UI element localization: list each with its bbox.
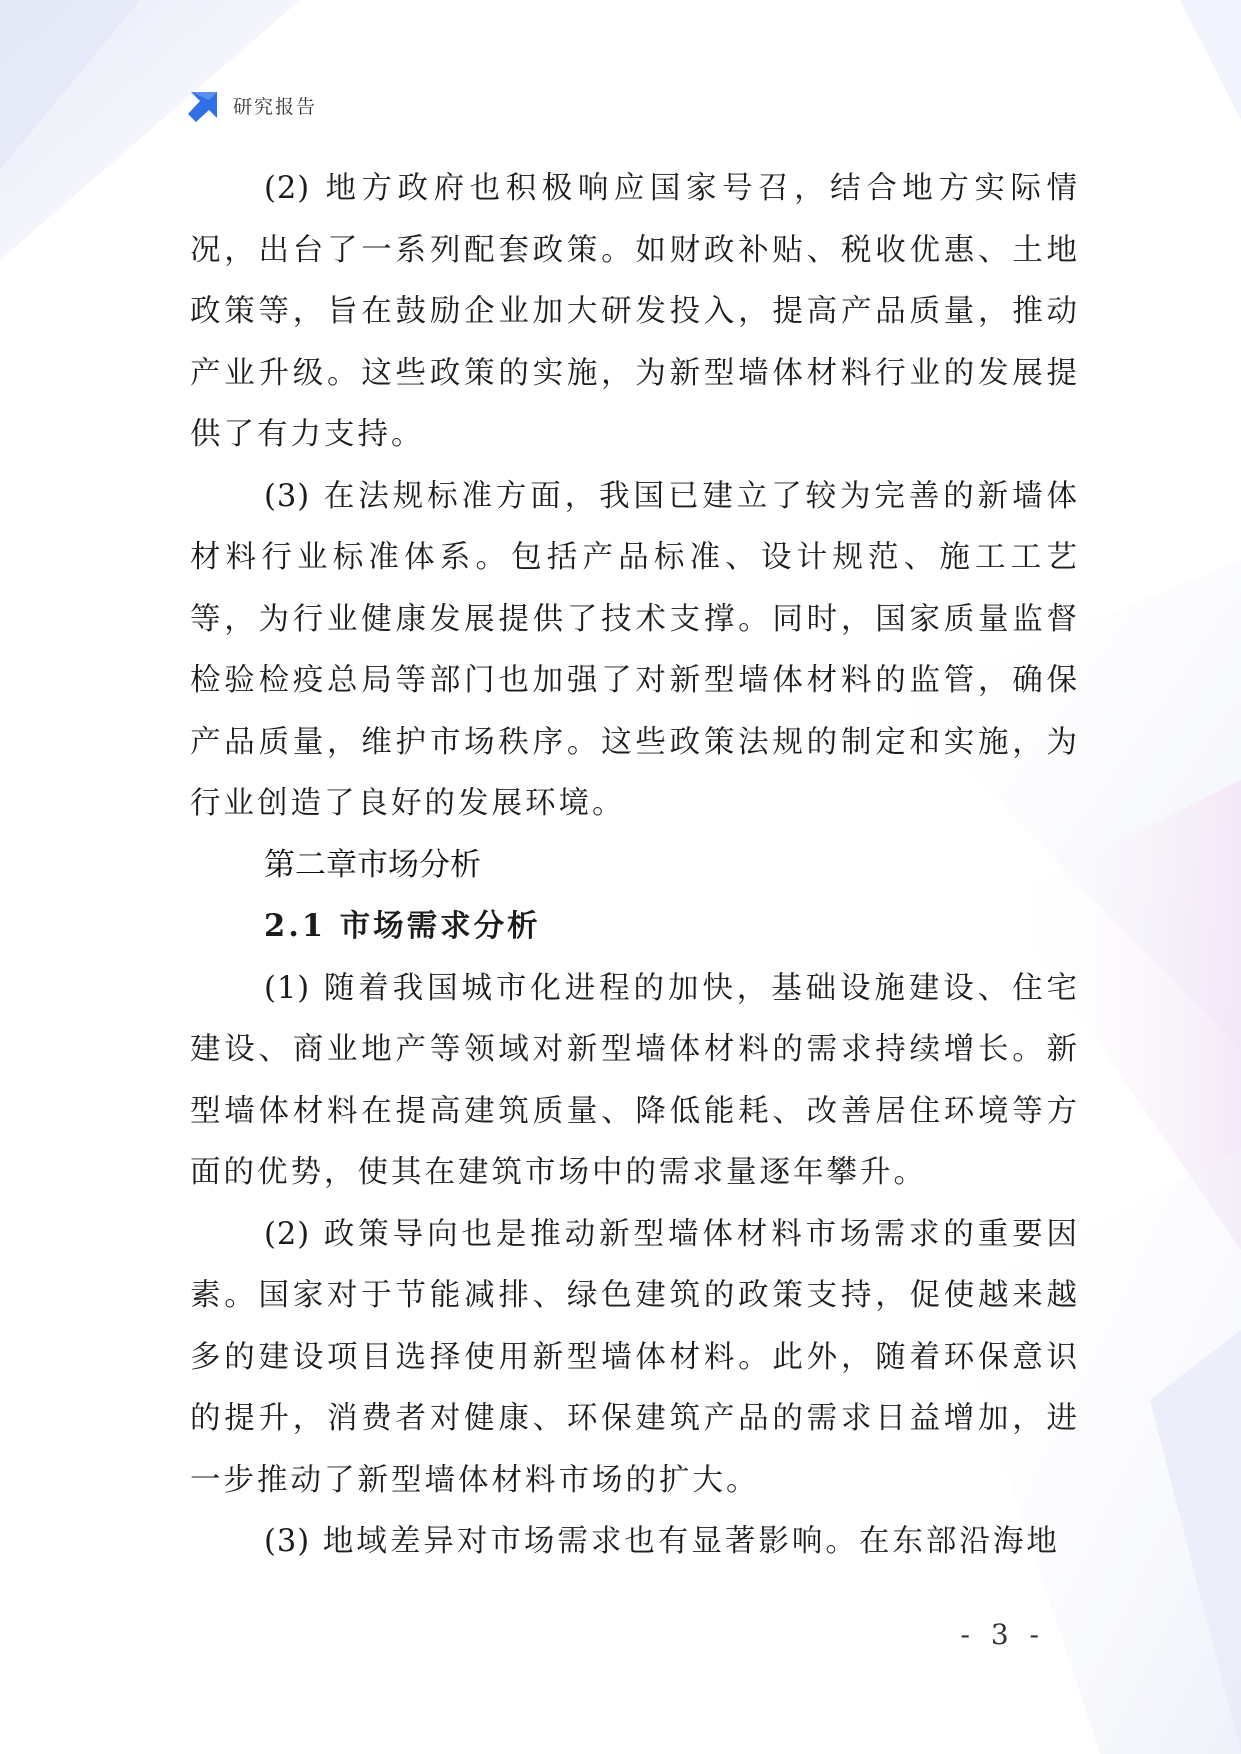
- chapter-title: 第二章市场分析: [264, 846, 481, 883]
- paragraph-text: 地方政府也积极响应国家号召，结合地方实际情况，出台了一系列配套政策。如财政补贴、税收优惠、土地政策等，旨在鼓励企业加大研发投入，提高产品质量，推动产业升级。这些政策的实施，为新型墙体材料行业的发展提供了有力支持。: [190, 171, 1080, 452]
- paragraph-text: 政策导向也是推动新型墙体材料市场需求的重要因素。国家对于节能减排、绿色建筑的政策支持，促使越来越多的建设项目选择使用新型墙体材料。此外，随着环保意识的提升，消费者对健康、环保建筑产品的需求日益增加，进一步推动了新型墙体材料市场的扩大。: [190, 1216, 1080, 1498]
- page-number: - 3 -: [960, 1618, 1045, 1651]
- item-number: (2): [264, 171, 311, 206]
- document-body: [190, 158, 1080, 1573]
- paragraph-text: 在法规标准方面，我国已建立了较为完善的新墙体材料行业标准体系。包括产品标准、设计规范、施工工艺等，为行业健康发展提供了技术支撑。同时，国家质量监督检验检疫总局等部门也加强了对新型墙体材料的监管，确保产品质量，维护市场秩序。这些政策法规的制定和实施，为行业创造了良好的发展环境。: [190, 478, 1080, 821]
- paragraph: [190, 1511, 1080, 1573]
- paragraph: [190, 158, 1080, 466]
- paragraph: [190, 466, 1080, 835]
- item-number: (1): [264, 970, 311, 1006]
- paragraph: [190, 1204, 1080, 1512]
- arrow-up-right-logo-icon: [187, 88, 221, 122]
- item-number: (3): [264, 1524, 311, 1559]
- paragraph-text: 随着我国城市化进程的加快，基础设施建设、住宅建设、商业地产等领域对新型墙体材料的需求持续增长。新型墙体材料在提高建筑质量、降低能耗、改善居住环境等方面的优势，使其在建筑市场中的需求量逐年攀升。: [190, 970, 1080, 1190]
- report-header: [187, 88, 317, 122]
- item-number: (2): [264, 1216, 311, 1252]
- section-title: 2.1 市场需求分析: [264, 908, 541, 944]
- paragraph: [190, 958, 1080, 1204]
- item-number: (3): [264, 478, 311, 514]
- header-title: 研究报告: [233, 95, 318, 118]
- paragraph-text: 地域差异对市场需求也有显著影响。在东部沿海地: [322, 1524, 1060, 1559]
